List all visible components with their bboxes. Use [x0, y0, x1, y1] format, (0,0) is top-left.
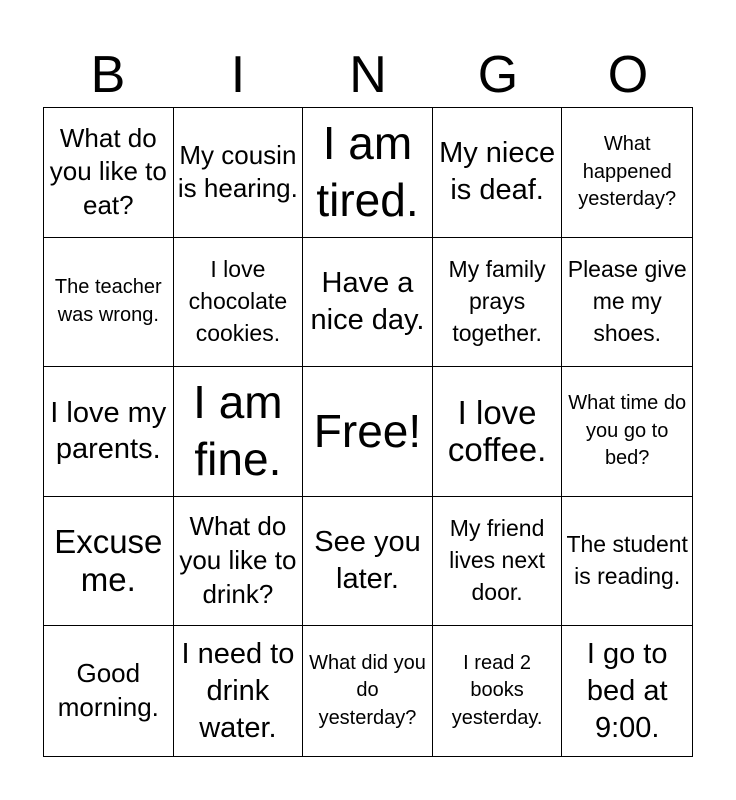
bingo-cell-r1-c4[interactable]: [433, 108, 563, 238]
cell-text: The teacher was wrong.: [54, 276, 162, 326]
bingo-cell-r2-c5[interactable]: [562, 238, 692, 368]
cell-text: I am fine.: [193, 375, 283, 486]
cell-text: My friend lives next door.: [449, 515, 546, 605]
cell-text: What time do you go to bed?: [568, 392, 687, 470]
bingo-cell-r3-c3[interactable]: [303, 367, 433, 497]
cell-text: I need to drink water.: [181, 637, 295, 744]
bingo-cell-r4-c1[interactable]: [44, 497, 174, 627]
bingo-cell-r3-c5[interactable]: [562, 367, 692, 497]
cell-text: I love chocolate cookies.: [188, 256, 288, 346]
cell-text: See you later.: [314, 526, 421, 596]
cell-text: What do you like to drink?: [179, 511, 297, 609]
cell-text: I go to bed at 9:00.: [586, 637, 668, 744]
bingo-cell-r2-c1[interactable]: [44, 238, 174, 368]
bingo-cell-r5-c5[interactable]: [562, 626, 692, 756]
cell-text: Free!: [313, 404, 422, 457]
cell-text: What happened yesterday?: [578, 132, 677, 211]
cell-text: My family prays together.: [448, 256, 546, 346]
bingo-cell-r4-c5[interactable]: [562, 497, 692, 627]
cell-text: Excuse me.: [54, 523, 163, 599]
header-letter-i: I: [230, 46, 246, 104]
bingo-board: [43, 107, 693, 757]
bingo-cell-r5-c2[interactable]: [174, 626, 304, 756]
cell-text: Good morning.: [57, 658, 159, 723]
cell-text: Please give me my shoes.: [567, 256, 687, 346]
cell-text: I love coffee.: [447, 393, 547, 469]
cell-text: I read 2 books yesterday.: [451, 651, 543, 729]
bingo-cell-r4-c4[interactable]: [433, 497, 563, 627]
bingo-cell-r2-c4[interactable]: [433, 238, 563, 368]
cell-text: What do you like to eat?: [49, 122, 167, 221]
cell-text: My cousin is hearing.: [177, 139, 298, 204]
header-letter-g: G: [477, 46, 519, 104]
header-letter-o: O: [607, 46, 649, 104]
bingo-cell-r1-c1[interactable]: [44, 108, 174, 238]
bingo-cell-r2-c3[interactable]: [303, 238, 433, 368]
bingo-cell-r5-c4[interactable]: [433, 626, 563, 756]
bingo-cell-r5-c1[interactable]: [44, 626, 174, 756]
bingo-cell-r2-c2[interactable]: [174, 238, 304, 368]
bingo-cell-r3-c4[interactable]: [433, 367, 563, 497]
bingo-header: [43, 42, 693, 108]
bingo-cell-r1-c5[interactable]: [562, 108, 692, 238]
header-letter-b: B: [90, 46, 126, 104]
bingo-cell-r3-c2[interactable]: [174, 367, 304, 497]
bingo-cell-r4-c2[interactable]: [174, 497, 304, 627]
bingo-cell-r3-c1[interactable]: [44, 367, 174, 497]
bingo-cell-r5-c3[interactable]: [303, 626, 433, 756]
bingo-cell-r4-c3[interactable]: [303, 497, 433, 627]
cell-text: Have a nice day.: [310, 267, 425, 336]
cell-text: What did you do yesterday?: [309, 651, 426, 729]
header-letter-n: N: [349, 46, 387, 104]
cell-text: The student is reading.: [566, 531, 688, 590]
cell-text: I am tired.: [316, 116, 419, 227]
cell-text: My niece is deaf.: [439, 137, 556, 207]
bingo-cell-r1-c2[interactable]: [174, 108, 304, 238]
bingo-cell-r1-c3[interactable]: [303, 108, 433, 238]
cell-text: I love my parents.: [50, 396, 167, 466]
